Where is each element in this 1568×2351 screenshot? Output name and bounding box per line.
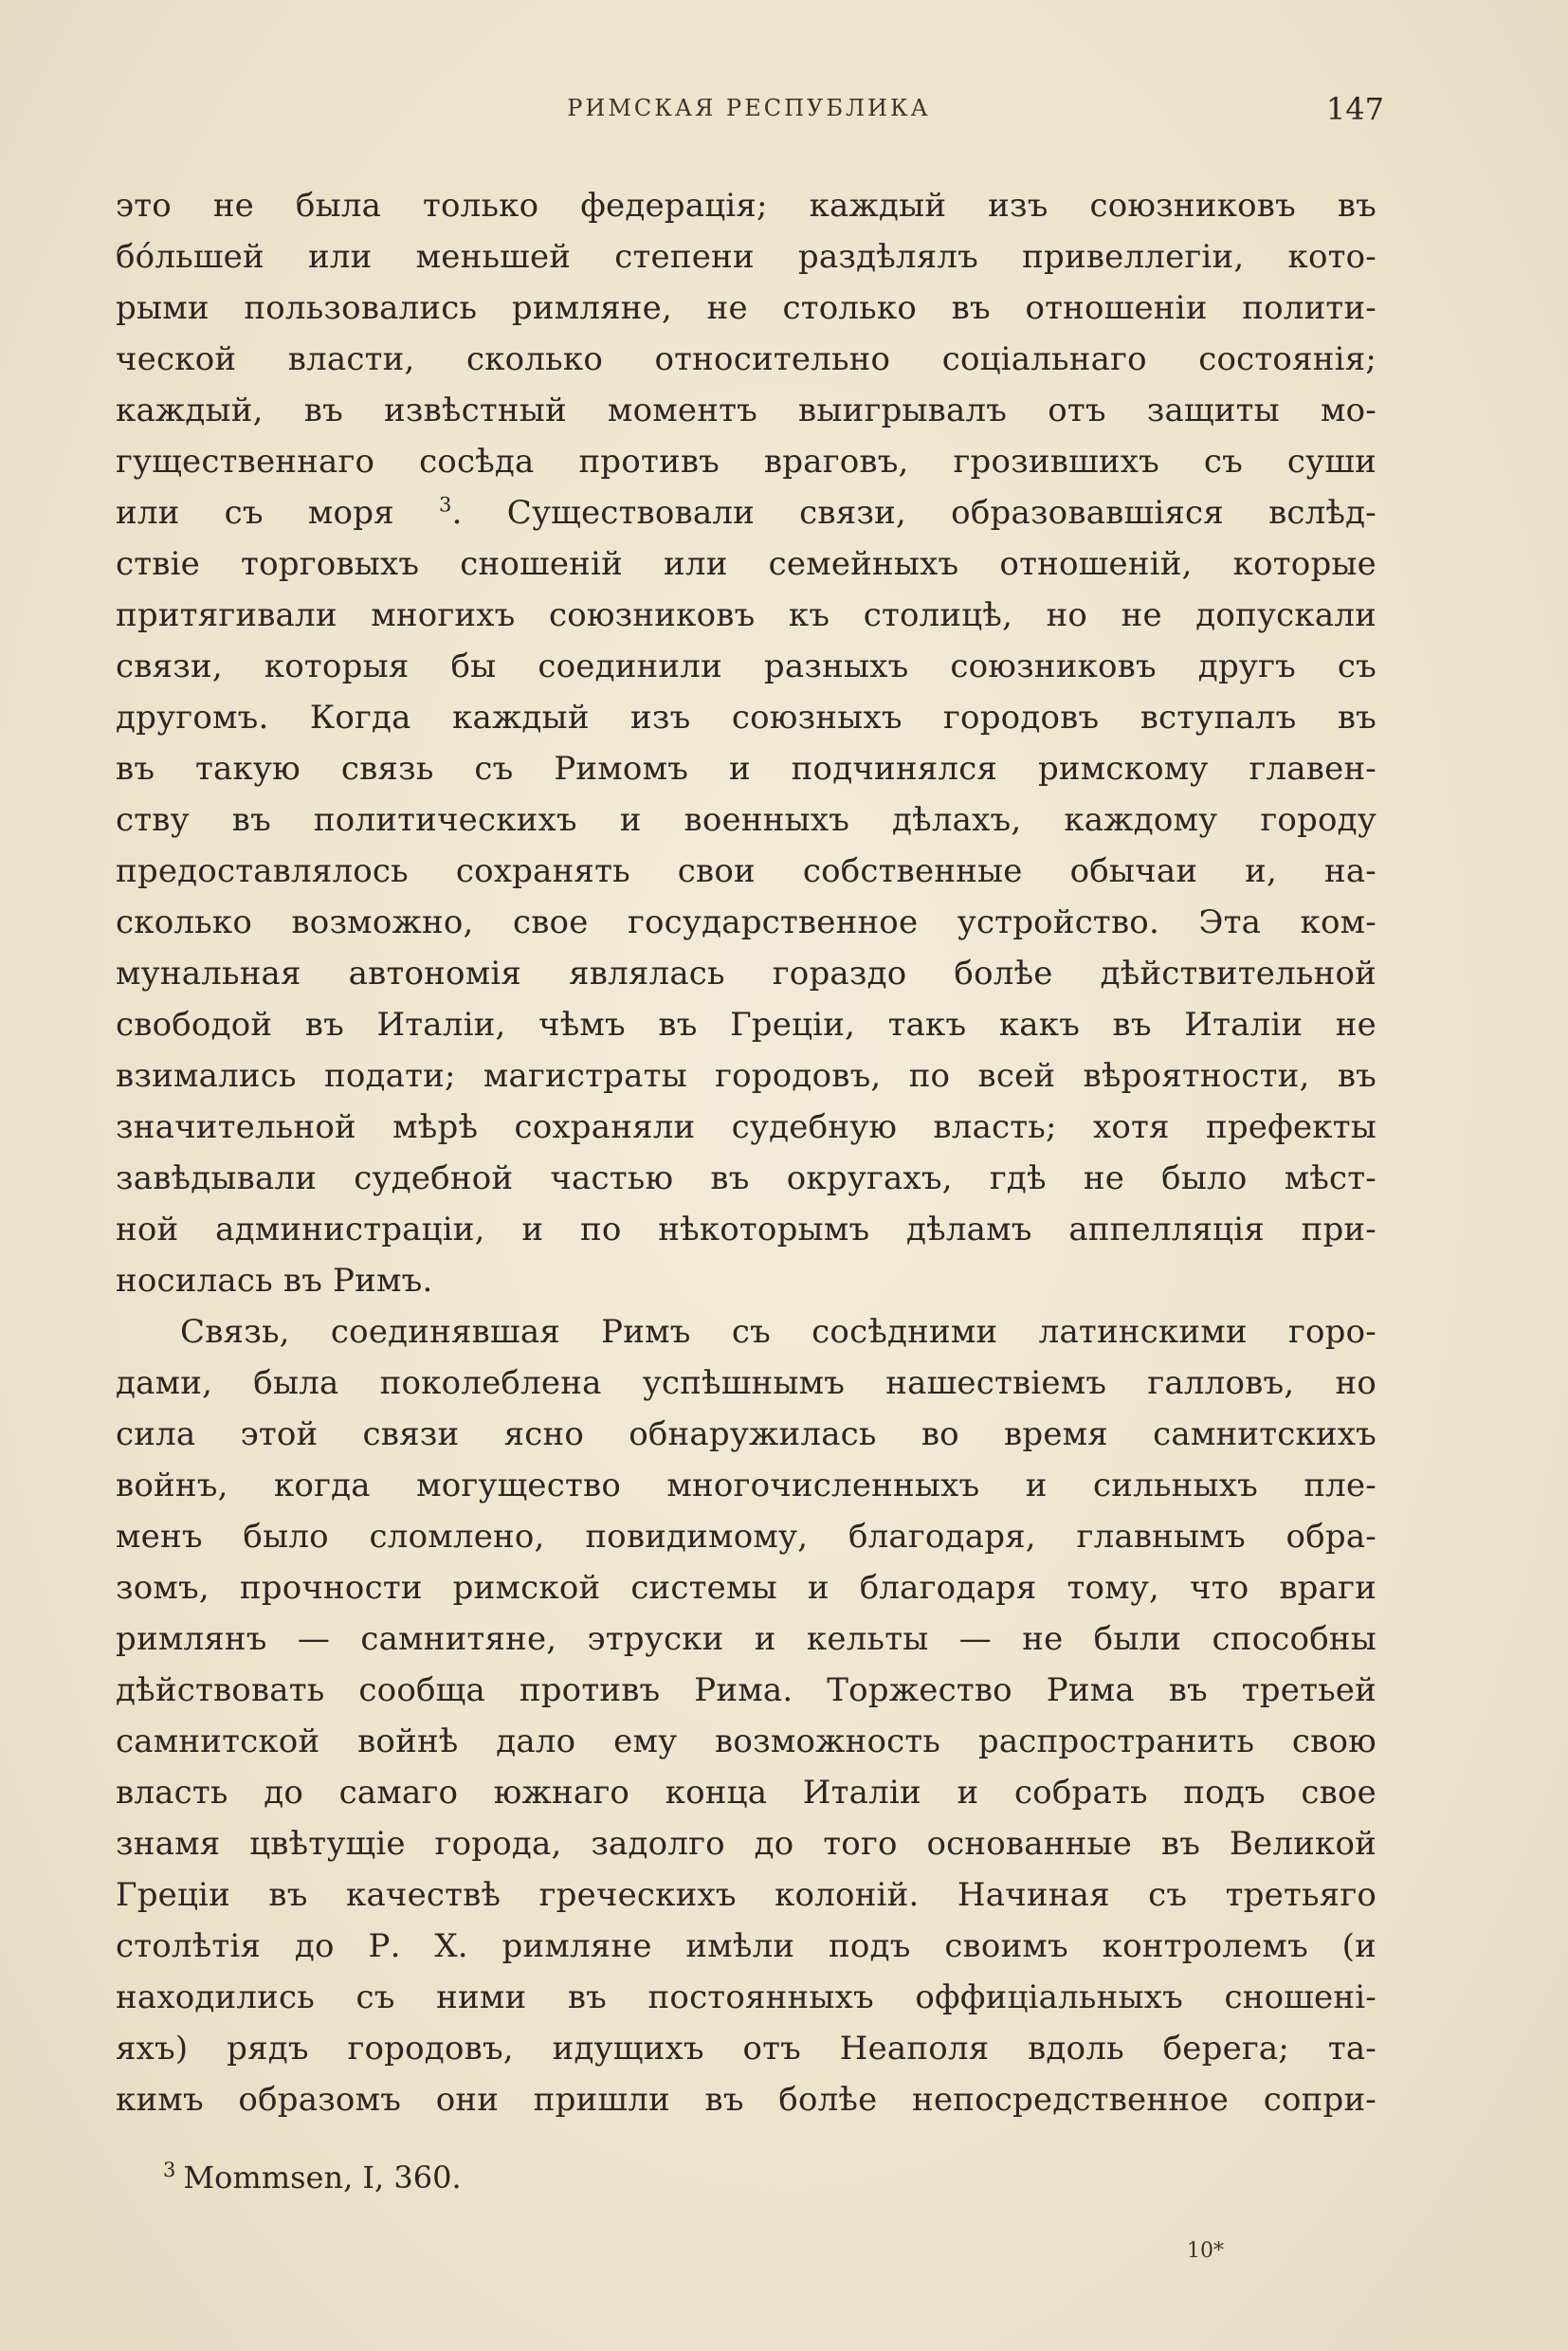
text-line: связи, которыя бы соединили разныхъ союзниковъ другъ съ [116,647,1377,685]
footnote-text: Mommsen, I, 360. [183,2160,462,2196]
text-line: ству въ политическихъ и военныхъ дѣлахъ, каждому городу [116,801,1377,839]
text-line: зомъ, прочности римской системы и благодаря тому, что враги [116,1569,1377,1607]
text-line: столѣтія до Р. Х. римляне имѣли подъ своимъ контролемъ (и [116,1927,1377,1965]
printer-signature-mark: 10* [1187,2239,1224,2263]
text-line: власть до самаго южнаго конца Италіи и собрать подъ свое [116,1774,1377,1812]
page-number: 147 [1325,91,1384,127]
text-fragment: . Существовали связи, образовавшіяся вслѣд- [451,494,1377,532]
text-line: сколько возможно, свое государственное устройство. Эта ком- [116,903,1377,941]
text-line: находились съ ними въ постоянныхъ оффиціальныхъ сношені- [116,1978,1377,2016]
text-line: бóльшей или меньшей степени раздѣлялъ привеллегіи, кото- [116,238,1377,276]
text-line: войнъ, когда могущество многочисленныхъ и сильныхъ пле- [116,1467,1377,1504]
text-line: дѣйствовать сообща противъ Рима. Торжество Рима въ третьей [116,1671,1377,1709]
text-line: каждый, въ извѣстный моментъ выигрывалъ отъ защиты мо- [116,392,1377,429]
text-line-paragraph-start: Связь, соединявшая Римъ съ сосѣдними латинскими горо- [180,1313,1377,1351]
text-line: завѣдывали судебной частью въ округахъ, гдѣ не было мѣст- [116,1159,1377,1197]
text-line: римлянъ — самнитяне, этруски и кельты — не были способны [116,1620,1377,1658]
body-text [116,180,1377,2125]
text-line: гущественнаго сосѣда противъ враговъ, грозившихъ съ суши [116,443,1377,481]
text-fragment: или съ моря [116,494,394,532]
text-line: Греціи въ качествѣ греческихъ колоній. Начиная съ третьяго [116,1876,1377,1914]
running-head [114,91,1384,133]
text-line-with-footnote-ref [116,487,1377,538]
text-line: притягивали многихъ союзниковъ къ столицѣ, но не допускали [116,596,1377,634]
text-line: въ такую связь съ Римомъ и подчинялся римскому главен- [116,750,1377,788]
footnote-reference[interactable]: 3 [439,493,452,517]
text-line: предоставлялось сохранять свои собственные обычаи и, на- [116,852,1377,890]
text-line: взимались подати; магистраты городовъ, по всей вѣроятности, въ [116,1057,1377,1095]
text-line: мунальная автономія являлась гораздо болѣе дѣйствительной [116,955,1377,993]
text-line: менъ было сломлено, повидимому, благодаря, главнымъ обра- [116,1518,1377,1556]
text-line: ческой власти, сколько относительно соціальнаго состоянія; [116,340,1377,378]
footnote [163,2160,462,2196]
text-line: значительной мѣрѣ сохраняли судебную власть; хотя префекты [116,1108,1377,1146]
text-line: ной администраціи, и по нѣкоторымъ дѣламъ аппелляція при- [116,1211,1377,1248]
text-line: рыми пользовались римляне, не столько въ отношеніи полити- [116,289,1377,327]
text-line: сила этой связи ясно обнаружилась во время самнитскихъ [116,1415,1377,1453]
text-line: самнитской войнѣ дало ему возможность распространить свою [116,1722,1377,1760]
text-line: кимъ образомъ они пришли въ болѣе непосредственное сопри- [116,2081,1377,2119]
text-line: знамя цвѣтущіе города, задолго до того основанные въ Великой [116,1825,1377,1863]
text-line: яхъ) рядъ городовъ, идущихъ отъ Неаполя вдоль берега; та- [116,2030,1377,2068]
text-line: дами, была поколеблена успѣшнымъ нашествіемъ галловъ, но [116,1364,1377,1402]
text-line: это не была только федерація; каждый изъ союзниковъ въ [116,187,1377,225]
text-line: ствіе торговыхъ сношеній или семейныхъ отношеній, которые [116,545,1377,583]
text-line: носилась въ Римъ. [116,1262,433,1300]
running-title: РИМСКАЯ РЕСПУБЛИКА [567,95,931,121]
footnote-mark: 3 [163,2159,176,2182]
text-line: свободой въ Италіи, чѣмъ въ Греціи, такъ какъ въ Италіи не [116,1006,1377,1044]
text-line: другомъ. Когда каждый изъ союзныхъ городовъ вступалъ въ [116,699,1377,737]
